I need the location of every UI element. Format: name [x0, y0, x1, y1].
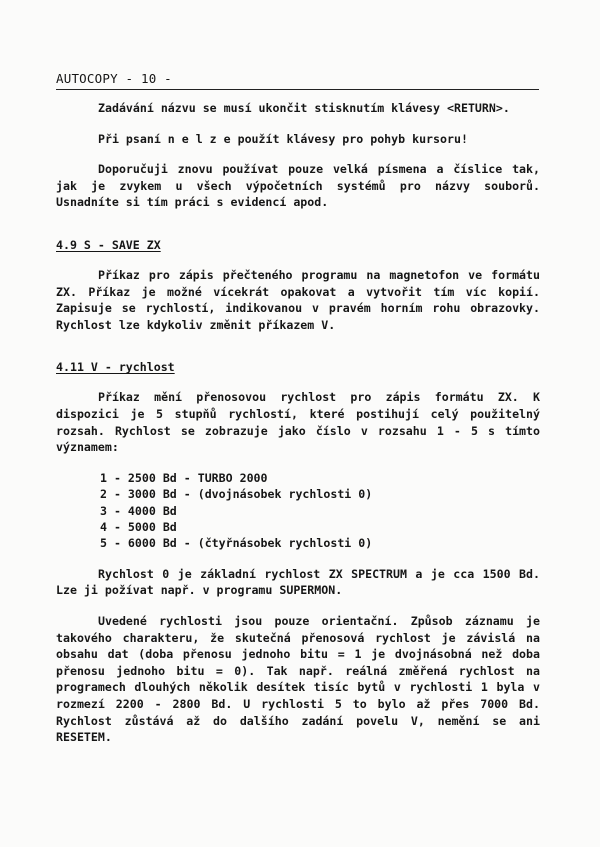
speed-list	[56, 470, 540, 552]
speed-list-item: 1 - 2500 Bd - TURBO 2000	[100, 470, 268, 485]
speed-list-item: 3 - 4000 Bd	[100, 503, 177, 518]
paragraph-cursor: Při psaní n e l z e použít klávesy pro pohyb kursoru!	[98, 131, 468, 146]
page-header: AUTOCOPY - 10 -	[56, 71, 172, 86]
header-rule	[56, 89, 539, 90]
paragraph-speed-intro: Příkaz mění přenosovou rychlost pro zápis formátu ZX. K dispozici je 5 stupňů rychlostí, které postihují celý použitelný rozsah. Rychlost se zobrazuje jako číslo v rozsahu 1 - 5 s tímto významem:	[56, 390, 540, 455]
section-heading-save: 4.9 S - SAVE ZX	[56, 237, 161, 252]
paragraph-filenames: Doporučuji znovu používat pouze velká písmena a číslice tak, jak je zvykem u všech výpočetních systémů pro názvy souborů. Usnadníte si tím práci s evidencí apod.	[56, 162, 540, 210]
paragraph-speed-zero: Rychlost 0 je základní rychlost ZX SPECTRUM a je cca 1500 Bd. Lze ji požívat např. v programu SUPERMON.	[56, 566, 540, 598]
paragraph-speed-notes: Uvedené rychlosti jsou pouze orientační. Způsob záznamu je takového charakteru, že skutečná přenosová rychlost je závislá na obsahu dat (doba přenosu jednoho bitu = 1 je dvojnásobná než doba přenosu jednoho bitu = 0). Tak např. reálná změřená rychlost na programech dlouhých několik desítek tisíc bytů v rychlosti 1 byla v rozmezí 2200 - 2800 Bd. U rychlosti 5 to bylo až přes 7000 Bd. Rychlost zůstává až do dalšího zadání povelu V, nemění se ani RESETEM.	[56, 613, 540, 745]
paragraph-return: Zadávání názvu se musí ukončit stisknutím klávesy <RETURN>.	[98, 101, 510, 115]
section-heading-speed: 4.11 V - rychlost	[56, 360, 175, 375]
speed-list-item: 2 - 3000 Bd - (dvojnásobek rychlosti 0)	[100, 487, 373, 502]
document-body	[56, 100, 540, 746]
paragraph-save: Příkaz pro zápis přečteného programu na magnetofon ve formátu ZX. Příkaz je možné vícekrát opakovat a vytvořit tím víc kopií. Zapisuje se rychlostí, indikovanou v pravém horním rohu obrazovky. Rychlost lze kdykoliv změnit příkazem V.	[56, 267, 540, 332]
speed-list-item: 4 - 5000 Bd	[100, 519, 177, 534]
speed-list-item: 5 - 6000 Bd - (čtyřnásobek rychlosti 0)	[100, 536, 373, 551]
